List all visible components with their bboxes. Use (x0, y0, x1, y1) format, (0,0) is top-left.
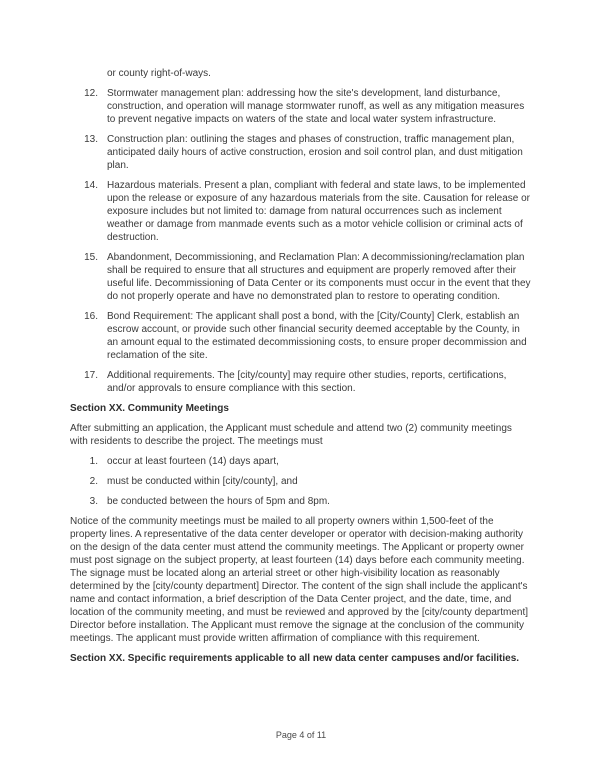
list-item-number: 15. (84, 252, 98, 263)
list-item (70, 179, 532, 244)
meeting-rule-item (70, 455, 532, 468)
list-item-text: occur at least fourteen (14) days apart, (107, 456, 279, 467)
list-item (70, 133, 532, 172)
list-item-number: 3. (89, 496, 98, 507)
list-item-number: 1. (89, 456, 98, 467)
document-body (70, 67, 532, 665)
list-item-number: 13. (84, 134, 98, 145)
page-footer: Page 4 of 11 (275, 730, 327, 740)
list-item (70, 369, 532, 395)
list-item (70, 251, 532, 303)
meeting-rule-item (70, 495, 532, 508)
notice-paragraph: Notice of the community meetings must be mailed to all property owners within 1,500-feet of the property lines. A representative of the data center developer or operator with decision-making authority on the design of the data center must attend the community meetings. The Applicant or property owner must post signage on the subject property, at least fourteen (14) days before each community meeting. The signage must be located along an arterial street or other high-visibility location as reasonably determined by the [city/county department] Director. The content of the sign shall include the applicant's name and contact information, a brief description of the Data Center project, and the date, time, and location of the community meeting, and must be reviewed and approved by the [city/county department] Director before installation. The Applicant must remove the signage at the conclusion of the community meetings. The applicant must provide written affirmation of compliance with this requirement. (70, 516, 529, 644)
list-item-text: Construction plan: outlining the stages and phases of construction, traffic management plan, anticipated daily hours of active construction, erosion and soil control plan, and dust mitigation plan. (107, 134, 523, 171)
list-item-text: Bond Requirement: The applicant shall post a bond, with the [City/County] Clerk, establish an escrow account, or provide such other financial security deemed acceptable by the County, in an amount equal to the estimated decommissioning costs, to ensure proper decommission and reclamation of the site. (107, 311, 527, 361)
list-item (70, 310, 532, 362)
list-item-number: 12. (84, 88, 98, 99)
section-heading-community-meetings: Section XX. Community Meetings (70, 403, 229, 414)
community-meetings-intro-paragraph: After submitting an application, the Applicant must schedule and attend two (2) community meetings with residents to describe the project. The meetings must (70, 423, 512, 447)
meeting-rule-item (70, 475, 532, 488)
list-item-text: Stormwater management plan: addressing how the site's development, land disturbance, construction, and operation will manage stormwater runoff, as well as any mitigation measures to prevent negative impacts on waters of the state and local water system infrastructure. (107, 88, 525, 125)
list-item-number: 14. (84, 180, 98, 191)
section-heading-specific-requirements: Section XX. Specific requirements applicable to all new data center campuses and/or facilities. (70, 653, 520, 664)
list-item-number: 16. (84, 311, 98, 322)
list-item-text: Abandonment, Decommissioning, and Reclamation Plan: A decommissioning/reclamation plan shall be required to ensure that all structures and equipment are properly removed after their useful life. Decommissioning of Data Center or its components must occur in the event that they do not properly operate and have no demonstrated plan to restore to operating condition. (107, 252, 531, 302)
list-item-number: 17. (84, 370, 98, 381)
continuation-line: or county right-of-ways. (107, 68, 211, 79)
list-item (70, 87, 532, 126)
list-item-text: must be conducted within [city/county], and (107, 476, 298, 487)
list-item-text: Hazardous materials. Present a plan, compliant with federal and state laws, to be implemented upon the release or exposure of any hazardous materials from the site. Causation for release or exposure includes but not limited to: damage from natural occurrences such as inclement weather or damage from manmade events such as a motor vehicle collision or criminal acts of destruction. (107, 180, 531, 243)
list-item-text: be conducted between the hours of 5pm and 8pm. (107, 496, 330, 507)
list-item-text: Additional requirements. The [city/county] may require other studies, reports, certifications, and/or approvals to ensure compliance with this section. (107, 370, 507, 394)
list-item-number: 2. (89, 476, 98, 487)
